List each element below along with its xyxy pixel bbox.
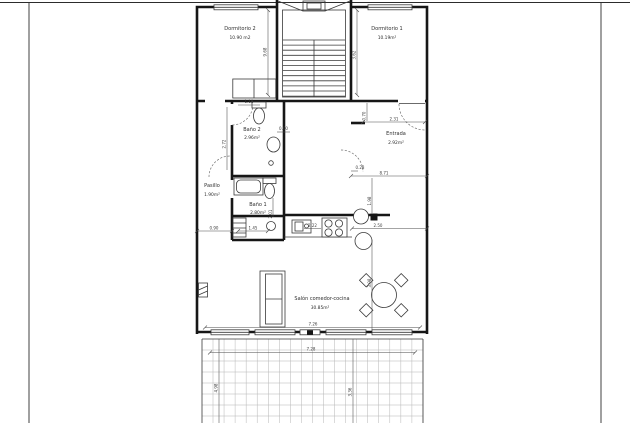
area-bano2: 2.96m² <box>244 136 260 141</box>
room-labels <box>204 26 406 311</box>
stool-icon <box>354 209 369 224</box>
water-heater-icon <box>267 222 276 231</box>
column <box>371 214 378 221</box>
bathtub-basin <box>237 180 261 193</box>
label-salon: Salón comedor-cocina <box>294 296 350 302</box>
dim-sink-run: 2.22 <box>308 223 317 228</box>
dim-corridor-height: 2.72 <box>221 139 227 149</box>
terrace-tile-grid <box>202 339 423 423</box>
dim-bano2-door: 1.18 <box>244 99 254 104</box>
dim-bano1-depth: 2.01 <box>268 209 273 219</box>
dim-terrace-width: 7.28 <box>306 346 316 352</box>
area-bano1: 2.80m² <box>250 211 266 216</box>
dim-stair-right: 3.62 <box>351 50 357 60</box>
dim-stair-left: 9.68 <box>262 47 268 57</box>
wall-pilaster <box>199 283 208 297</box>
label-pasillo: Pasillo <box>204 183 220 189</box>
area-pasillo: 1.90m² <box>204 193 220 198</box>
dim-bano1-width: 1.45 <box>248 225 258 231</box>
closet-hatch <box>233 218 246 237</box>
door-arc-bano2 <box>232 104 253 125</box>
door-threshold-marker <box>307 330 313 335</box>
dim-salon-width: 7.26 <box>308 321 318 327</box>
dining-table-icon <box>372 283 397 308</box>
dim-entry-step: 0.28 <box>355 165 365 170</box>
area-salon: 30.85m² <box>310 306 330 311</box>
door-arc-entry <box>399 104 425 130</box>
dim-bano2-width: 0.60 <box>279 126 288 131</box>
area-entrada: 2.92m² <box>388 141 404 146</box>
dim-salon-depth: 3.98 <box>367 278 372 288</box>
label-entrada: Entrada <box>386 131 406 137</box>
dim-terrace-left-depth: 4.98 <box>213 383 219 393</box>
dim-entrada-door: 2.31 <box>389 116 399 122</box>
dim-terrace-right-depth: 3.36 <box>347 387 353 397</box>
dim-kitchen-depth: 1.98 <box>367 196 372 206</box>
stair-core <box>278 1 350 97</box>
dim-entrada-side: 0.70 <box>361 111 367 121</box>
chair-icon <box>394 304 407 317</box>
chair-icon <box>394 274 407 287</box>
area-dormitorio1: 10.19m² <box>377 36 397 41</box>
toilet-icon-bano2 <box>254 108 265 124</box>
sink-icon-bano2 <box>267 137 280 152</box>
dim-apartment-width: 8.71 <box>379 170 389 176</box>
chair-icon <box>359 304 372 317</box>
terrace <box>202 339 423 423</box>
dim-kitchen-right: 2.50 <box>373 223 383 228</box>
label-dormitorio2: Dormitorio 2 <box>224 26 256 32</box>
stool-icon <box>355 233 372 250</box>
dim-nook-width: 0.90 <box>209 225 219 231</box>
label-dormitorio1: Dormitorio 1 <box>371 26 403 32</box>
toilet-icon-bano1 <box>265 184 275 199</box>
toilet-cistern-bano1 <box>263 178 276 184</box>
label-bano1: Baño 1 <box>249 202 267 208</box>
label-bano2: Baño 2 <box>243 127 261 133</box>
area-dormitorio2: 10.90 m2 <box>229 36 251 41</box>
drain-icon <box>269 161 274 166</box>
